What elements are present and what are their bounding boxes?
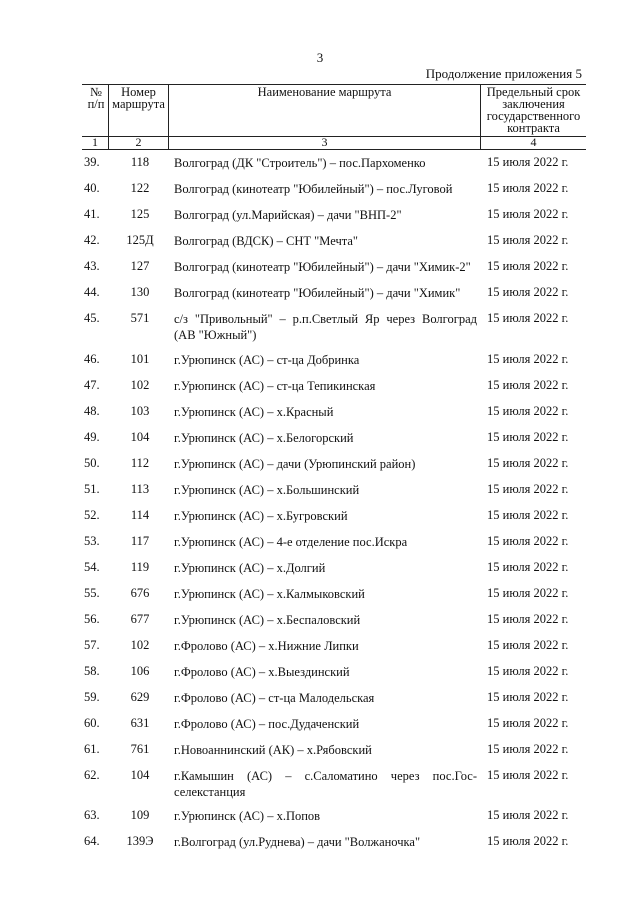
contract-deadline: 15 июля 2022 г.: [487, 311, 569, 325]
route-number: 102: [130, 638, 150, 652]
route-name: г.Урюпинск (АС) – х.Беспаловский: [174, 613, 361, 627]
contract-deadline: 15 июля 2022 г.: [487, 259, 569, 273]
contract-deadline: 15 июля 2022 г.: [487, 285, 569, 299]
route-number: 629: [130, 690, 150, 704]
route-name: Волгоград (ул.Марийская) – дачи "ВНП-2": [174, 208, 402, 222]
row-number: 55.: [84, 586, 100, 600]
contract-deadline: 15 июля 2022 г.: [487, 482, 569, 496]
contract-deadline: 15 июля 2022 г.: [487, 586, 569, 600]
header-col-number: № п/п: [87, 85, 105, 111]
route-name: г.Фролово (АС) – пос.Дудаченский: [174, 717, 360, 731]
row-number: 63.: [84, 808, 100, 822]
route-name: г.Урюпинск (АС) – х.Бугровский: [174, 509, 348, 523]
route-number: 677: [130, 612, 150, 626]
row-number: 42.: [84, 233, 100, 247]
row-number: 41.: [84, 207, 100, 221]
route-number: 104: [130, 768, 150, 782]
route-name: Волгоград (ДК "Строитель") – пос.Пархоменко: [174, 156, 426, 170]
column-number-row: [82, 136, 586, 149]
row-number: 51.: [84, 482, 100, 496]
route-name: г.Урюпинск (АС) – х.Калмыковский: [174, 587, 365, 601]
route-number: 571: [130, 311, 150, 325]
row-number: 45.: [84, 311, 100, 325]
row-number: 47.: [84, 378, 100, 392]
row-number: 46.: [84, 352, 100, 366]
route-name: г.Урюпинск (АС) – х.Красный: [174, 405, 334, 419]
contract-deadline: 15 июля 2022 г.: [487, 664, 569, 678]
route-name: Волгоград (кинотеатр "Юбилейный") – пос.Луговой: [174, 182, 453, 196]
contract-deadline: 15 июля 2022 г.: [487, 181, 569, 195]
contract-deadline: 15 июля 2022 г.: [487, 690, 569, 704]
contract-deadline: 15 июля 2022 г.: [487, 808, 569, 822]
row-number: 39.: [84, 155, 100, 169]
row-number: 49.: [84, 430, 100, 444]
row-number: 54.: [84, 560, 100, 574]
contract-deadline: 15 июля 2022 г.: [487, 716, 569, 730]
row-number: 64.: [84, 834, 100, 848]
route-name: Волгоград (кинотеатр "Юбилейный") – дачи "Химик-2": [174, 260, 471, 274]
route-name: Волгоград (кинотеатр "Юбилейный") – дачи "Химик": [174, 286, 461, 300]
continuation-title: Продолжение приложения 5: [425, 66, 582, 81]
route-number: 114: [130, 508, 150, 522]
route-number: 125: [130, 207, 150, 221]
page-number: 3: [316, 50, 324, 65]
route-number: 125Д: [126, 233, 154, 247]
contract-deadline: 15 июля 2022 г.: [487, 378, 569, 392]
contract-deadline: 15 июля 2022 г.: [487, 612, 569, 626]
route-name: Волгоград (ВДСК) – СНТ "Мечта": [174, 234, 358, 248]
route-name: г.Урюпинск (АС) – 4-е отделение пос.Искра: [174, 535, 408, 549]
route-number: 676: [130, 586, 150, 600]
row-number: 61.: [84, 742, 100, 756]
row-number: 56.: [84, 612, 100, 626]
contract-deadline: 15 июля 2022 г.: [487, 508, 569, 522]
route-number: 113: [130, 482, 150, 496]
row-number: 57.: [84, 638, 100, 652]
route-name: г.Урюпинск (АС) – ст-ца Добринка: [174, 353, 360, 367]
header-col-name: Наименование маршрута: [257, 85, 392, 99]
route-name: г.Урюпинск (АС) – дачи (Урюпинский район): [174, 457, 416, 471]
contract-deadline: 15 июля 2022 г.: [487, 233, 569, 247]
route-number: 122: [130, 181, 150, 195]
route-name: г.Урюпинск (АС) – х.Белогорский: [174, 431, 354, 445]
contract-deadline: 15 июля 2022 г.: [487, 560, 569, 574]
contract-deadline: 15 июля 2022 г.: [487, 155, 569, 169]
route-number: 119: [130, 560, 150, 574]
contract-deadline: 15 июля 2022 г.: [487, 352, 569, 366]
route-name: г.Фролово (АС) – х.Нижние Липки: [174, 639, 359, 653]
route-name: г.Урюпинск (АС) – х.Долгий: [174, 561, 326, 575]
contract-deadline: 15 июля 2022 г.: [487, 404, 569, 418]
route-name: г.Фролово (АС) – х.Выездинский: [174, 665, 350, 679]
route-name: г.Фролово (АС) – ст-ца Малодельская: [174, 691, 375, 705]
route-name: г.Камышин (АС) – с.Саломатино через пос.Гос-селекстанция: [174, 769, 477, 799]
row-number: 40.: [84, 181, 100, 195]
route-name: г.Волгоград (ул.Руднева) – дачи "Волжаночка": [174, 835, 421, 849]
route-number: 102: [130, 378, 150, 392]
contract-deadline: 15 июля 2022 г.: [487, 534, 569, 548]
contract-deadline: 15 июля 2022 г.: [487, 742, 569, 756]
route-number: 103: [130, 404, 150, 418]
route-number: 130: [130, 285, 150, 299]
row-number: 60.: [84, 716, 100, 730]
row-number: 62.: [84, 768, 100, 782]
route-number: 761: [130, 742, 150, 756]
route-number: 127: [130, 259, 150, 273]
contract-deadline: 15 июля 2022 г.: [487, 638, 569, 652]
header-col-route: Номер маршрута: [112, 85, 165, 111]
route-number: 101: [130, 352, 150, 366]
row-number: 53.: [84, 534, 100, 548]
row-number: 59.: [84, 690, 100, 704]
column-number: 2: [135, 135, 142, 149]
contract-deadline: 15 июля 2022 г.: [487, 430, 569, 444]
row-number: 50.: [84, 456, 100, 470]
route-number: 104: [130, 430, 150, 444]
route-name: г.Урюпинск (АС) – х.Попов: [174, 809, 321, 823]
row-number: 44.: [84, 285, 100, 299]
route-name: г.Урюпинск (АС) – ст-ца Тепикинская: [174, 379, 376, 393]
route-number: 117: [130, 534, 150, 548]
column-number: 4: [530, 135, 537, 149]
route-name: с/з "Привольный" – р.п.Светлый Яр через Волгоград (АВ "Южный"): [174, 312, 477, 342]
route-name: г.Урюпинск (АС) – х.Большинский: [174, 483, 360, 497]
route-name: г.Новоаннинский (АК) – х.Рябовский: [174, 743, 372, 757]
row-number: 52.: [84, 508, 100, 522]
route-number: 112: [130, 456, 150, 470]
route-number: 109: [130, 808, 150, 822]
route-number: 631: [130, 716, 150, 730]
route-number: 139Э: [126, 834, 154, 848]
contract-deadline: 15 июля 2022 г.: [487, 834, 569, 848]
contract-deadline: 15 июля 2022 г.: [487, 768, 569, 782]
header-col-deadline: Предельный срок заключения государственного контракта: [486, 85, 581, 135]
column-number: 1: [92, 135, 98, 149]
row-number: 43.: [84, 259, 100, 273]
column-number: 3: [321, 135, 328, 149]
route-number: 118: [130, 155, 150, 169]
row-number: 48.: [84, 404, 100, 418]
contract-deadline: 15 июля 2022 г.: [487, 207, 569, 221]
route-number: 106: [130, 664, 150, 678]
contract-deadline: 15 июля 2022 г.: [487, 456, 569, 470]
row-number: 58.: [84, 664, 100, 678]
